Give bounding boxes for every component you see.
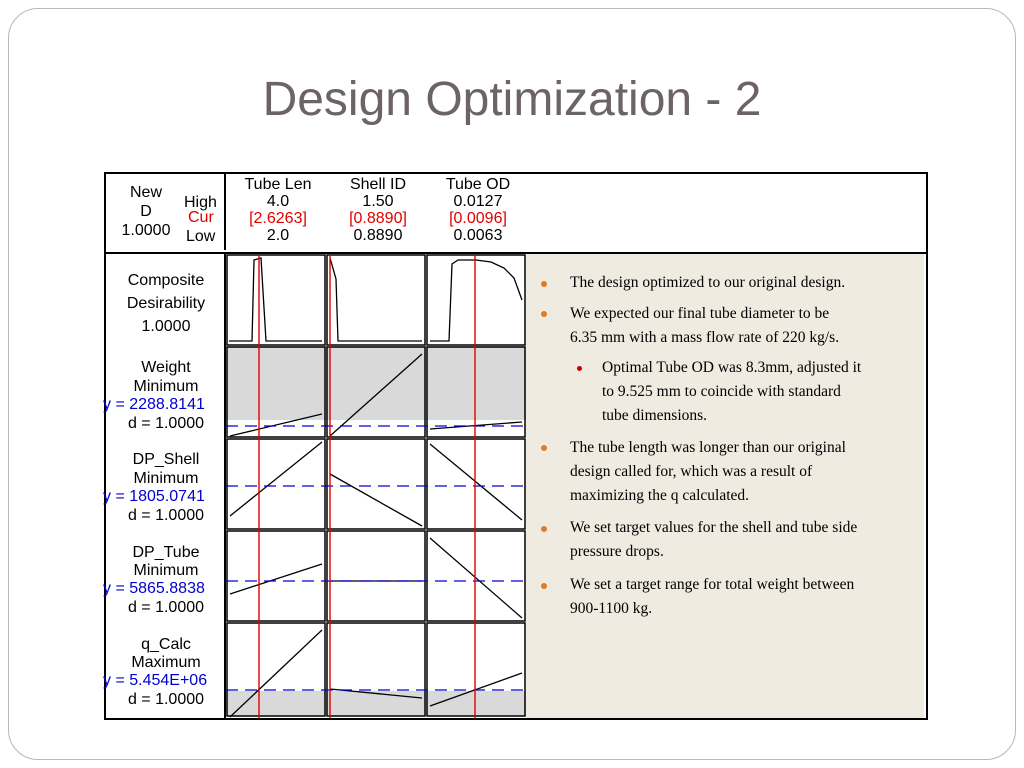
bullet-3: The tube length was longer than our original design called for, which was a result of maximizing the q calculated. [570,439,846,504]
dpshell-curve-tube-od [430,444,522,520]
optimization-panel [104,172,928,720]
bullet-2: We expected our final tube diameter to be 6.35 mm with a mass flow rate of 220 kg/s. [570,305,840,346]
factor-cur-tube-od: [0.0096] [449,210,507,227]
response-d-q-calc: d = 1.0000 [127,691,205,708]
notes-area [526,254,924,718]
bullet-dot [541,311,547,317]
response-d-dp-shell: d = 1.0000 [127,507,205,524]
response-y-dp-shell: y = 1805.0741 [103,488,205,505]
cur-label: Cur [188,209,214,226]
low-label: Low [186,228,216,245]
factor-name-shell-id: Shell ID [349,176,407,193]
factor-high-tube-od: 0.0127 [453,193,503,210]
response-label-composite-d: 1.0000 [141,318,191,335]
slide-title: Design Optimization - 2 [262,73,762,126]
bullet-dot [541,583,547,589]
dpshell-curve-shell-id [330,474,422,526]
response-goal-weight: Minimum [133,378,199,395]
new-label: New [129,184,162,201]
response-goal-dp-shell: Minimum [133,470,199,487]
profile-plot-grid [226,254,526,720]
response-goal-q-calc: Maximum [131,654,201,671]
d-value: 1.0000 [121,222,171,239]
response-d-weight: d = 1.0000 [127,415,205,432]
qcalc-shaded-region [226,691,526,716]
composite-curve-tube-len [229,258,322,341]
bullet-dot [541,281,547,287]
response-label-weight: Weight [141,359,191,376]
bullet-dot [541,526,547,532]
response-label-composite-2: Desirability [126,295,206,312]
weight-shaded-region [226,346,526,420]
optimizer-header [106,174,926,254]
sub-bullet-dot [577,366,582,371]
response-d-dp-tube: d = 1.0000 [127,599,205,616]
response-y-dp-tube: y = 5865.8838 [103,580,205,597]
composite-curve-tube-od [430,260,522,341]
factor-low-shell-id: 0.8890 [353,227,403,244]
factor-low-tube-od: 0.0063 [453,227,503,244]
factor-cur-shell-id: [0.8890] [349,210,407,227]
composite-curve-shell-id [330,258,422,341]
header-divider [224,174,226,250]
response-y-weight: y = 2288.8141 [103,396,205,413]
dptube-curve-tube-od [430,538,522,618]
d-label: D [140,203,152,220]
response-goal-dp-tube: Minimum [133,562,199,579]
bullet-1: The design optimized to our original design. [570,274,846,291]
dpshell-curve-tube-len [230,442,322,516]
sub-bullet-1: Optimal Tube OD was 8.3mm, adjusted it to 9.525 mm to coincide with standard tube dimensions. [602,359,862,424]
bullet-5: We set a target range for total weight between 900-1100 kg. [570,576,855,617]
factor-low-tube-len: 2.0 [266,227,290,244]
bullet-4: We set target values for the shell and tube side pressure drops. [570,519,858,560]
factor-name-tube-od: Tube OD [445,176,511,193]
response-y-q-calc: y = 5.454E+06 [103,672,208,689]
response-label-composite-1: Composite [127,272,205,289]
factor-high-tube-len: 4.0 [266,193,290,210]
bullet-dot [541,445,547,451]
response-label-dp-shell: DP_Shell [132,451,200,468]
factor-name-tube-len: Tube Len [244,176,312,193]
response-label-q-calc: q_Calc [141,636,191,653]
dptube-curve-tube-len [230,564,322,594]
factor-cur-tube-len: [2.6263] [249,210,307,227]
factor-high-shell-id: 1.50 [362,193,394,210]
response-label-dp-tube: DP_Tube [132,544,200,561]
high-label: High [184,194,217,211]
